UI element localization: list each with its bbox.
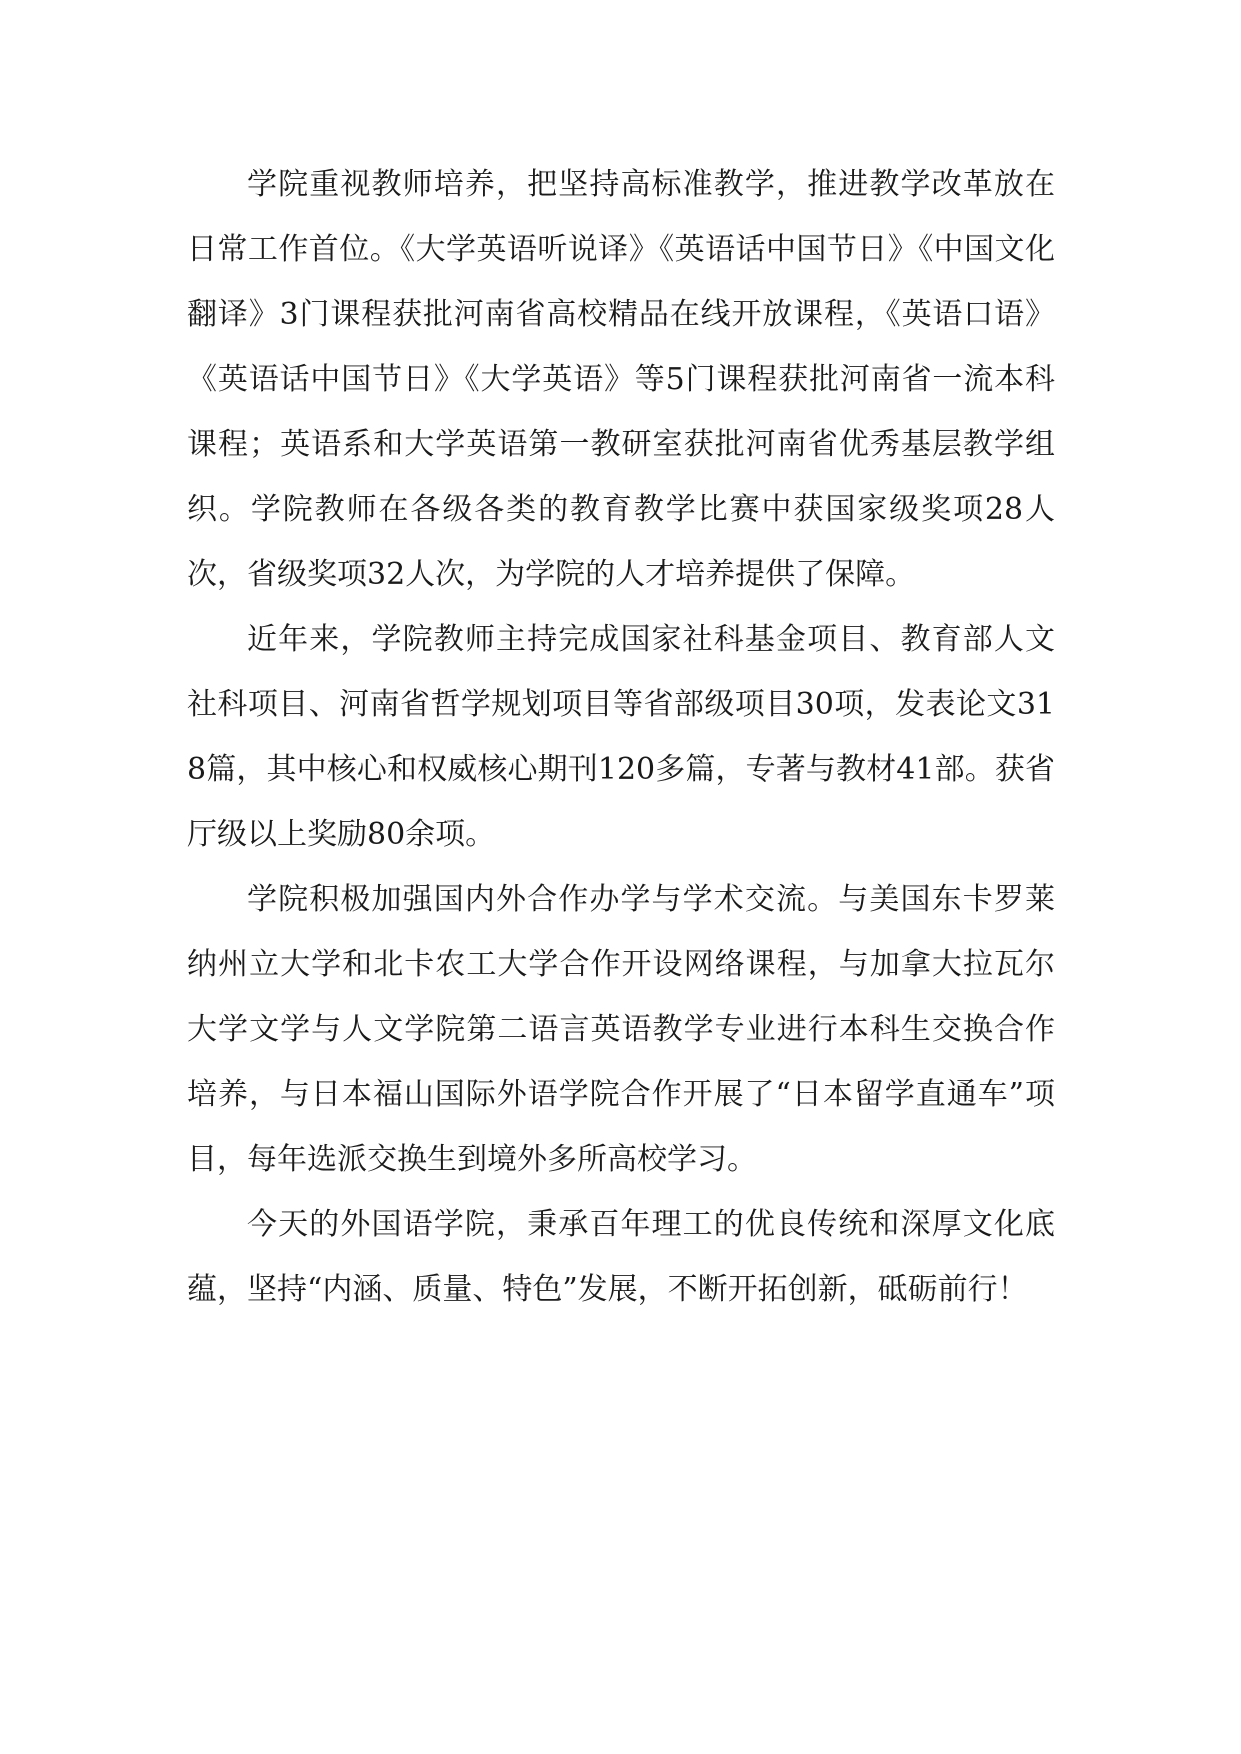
- paragraph-conclusion: 今天的外国语学院，秉承百年理工的优良传统和深厚文化底蕴，坚持“内涵、质量、特色”发展，不断开拓创新，砥砺前行！: [187, 1207, 1055, 1307]
- document-body: [187, 152, 1055, 1322]
- paragraph-teacher-training: 学院重视教师培养，把坚持高标准教学，推进教学改革放在日常工作首位。《大学英语听说译》《英语话中国节日》《中国文化翻译》3门课程获批河南省高校精品在线开放课程，《英语口语》《英语话中国节日》《大学英语》等5门课程获批河南省一流本科课程；英语系和大学英语第一教研室获批河南省优秀基层教学组织。学院教师在各级各类的教育教学比赛中获国家级奖项28人次，省级奖项32人次，为学院的人才培养提供了保障。: [187, 167, 1055, 592]
- paragraph-cooperation: 学院积极加强国内外合作办学与学术交流。与美国东卡罗莱纳州立大学和北卡农工大学合作开设网络课程，与加拿大拉瓦尔大学文学与人文学院第二语言英语教学专业进行本科生交换合作培养，与日本福山国际外语学院合作开展了“日本留学直通车”项目，每年选派交换生到境外多所高校学习。: [187, 882, 1055, 1177]
- paragraph-research: 近年来，学院教师主持完成国家社科基金项目、教育部人文社科项目、河南省哲学规划项目等省部级项目30项，发表论文318篇，其中核心和权威核心期刊120多篇，专著与教材41部。获省厅级以上奖励80余项。: [187, 622, 1055, 852]
